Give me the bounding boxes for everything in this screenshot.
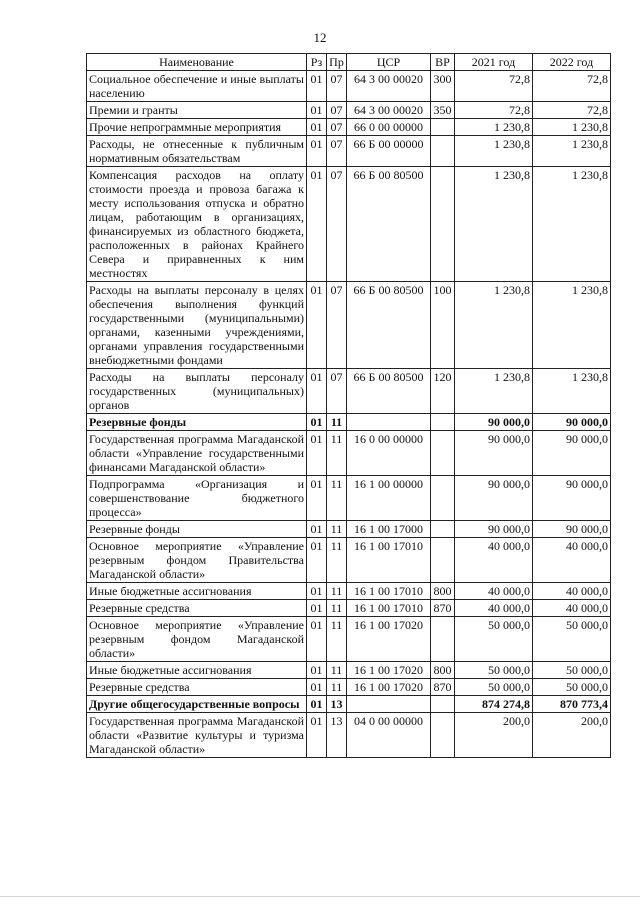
cell-vr [431,167,455,282]
cell-pr: 11 [327,476,347,521]
cell-2022: 200,0 [533,713,611,758]
cell-rz: 01 [307,617,327,662]
cell-csr: 16 1 00 17020 [347,679,431,696]
cell-vr [431,538,455,583]
table-row [87,662,611,679]
page-number: 12 [313,30,327,45]
table-row [87,282,611,369]
cell-vr [431,521,455,538]
cell-2021: 90 000,0 [455,476,533,521]
cell-name: Основное мероприятие «Управление резервным фондом Магаданской области» [87,617,307,662]
cell-name: Социальное обеспечение и иные выплаты населению [87,71,307,102]
cell-rz: 01 [307,696,327,713]
cell-rz: 01 [307,167,327,282]
cell-2021: 1 230,8 [455,282,533,369]
header-vr: ВР [431,54,455,71]
cell-rz: 01 [307,662,327,679]
cell-csr: 66 Б 00 00000 [347,136,431,167]
cell-rz: 01 [307,476,327,521]
cell-csr: 66 0 00 00000 [347,119,431,136]
table-row [87,696,611,713]
cell-rz: 01 [307,538,327,583]
cell-name: Государственная программа Магаданской области «Управление государственными финансами Магаданской области» [87,431,307,476]
cell-2021: 50 000,0 [455,679,533,696]
table-row [87,600,611,617]
cell-2022: 1 230,8 [533,282,611,369]
cell-pr: 11 [327,521,347,538]
cell-name: Резервные средства [87,679,307,696]
header-csr: ЦСР [347,54,431,71]
table-row [87,414,611,431]
cell-pr: 13 [327,713,347,758]
cell-name: Основное мероприятие «Управление резервным фондом Правительства Магаданской области» [87,538,307,583]
cell-csr: 66 Б 00 80500 [347,282,431,369]
cell-vr: 350 [431,102,455,119]
cell-vr: 800 [431,662,455,679]
cell-pr: 11 [327,617,347,662]
cell-2022: 1 230,8 [533,369,611,414]
cell-name: Компенсация расходов на оплату стоимости проезда и провоза багажа к месту использования отпуска и обратно лицам, работающим в организациях, финансируемых из областного бюджета, расположенных в районах Крайнего Севера и приравненных к ним местностях [87,167,307,282]
cell-csr: 04 0 00 00000 [347,713,431,758]
cell-2021: 90 000,0 [455,414,533,431]
table-row [87,679,611,696]
cell-name: Прочие непрограммные мероприятия [87,119,307,136]
cell-name: Премии и гранты [87,102,307,119]
table-row [87,136,611,167]
cell-vr: 870 [431,679,455,696]
cell-2021: 40 000,0 [455,538,533,583]
scan-edge-line [0,896,640,897]
cell-pr: 07 [327,136,347,167]
table-row [87,713,611,758]
cell-pr: 11 [327,679,347,696]
cell-2021: 72,8 [455,102,533,119]
cell-name: Государственная программа Магаданской области «Развитие культуры и туризма Магаданской области» [87,713,307,758]
cell-2021: 1 230,8 [455,136,533,167]
cell-2022: 90 000,0 [533,414,611,431]
cell-2022: 50 000,0 [533,679,611,696]
cell-rz: 01 [307,102,327,119]
cell-rz: 01 [307,119,327,136]
cell-name: Расходы на выплаты персоналу государственных (муниципальных) органов [87,369,307,414]
table-row [87,167,611,282]
cell-rz: 01 [307,414,327,431]
cell-rz: 01 [307,136,327,167]
cell-2021: 200,0 [455,713,533,758]
table-row [87,476,611,521]
cell-2022: 50 000,0 [533,662,611,679]
cell-2021: 1 230,8 [455,369,533,414]
cell-name: Другие общегосударственные вопросы [87,696,307,713]
cell-rz: 01 [307,600,327,617]
cell-2022: 72,8 [533,102,611,119]
cell-vr: 300 [431,71,455,102]
cell-rz: 01 [307,521,327,538]
cell-2021: 40 000,0 [455,583,533,600]
cell-pr: 07 [327,282,347,369]
cell-csr [347,696,431,713]
cell-vr: 100 [431,282,455,369]
cell-csr: 64 3 00 00020 [347,71,431,102]
cell-2022: 40 000,0 [533,600,611,617]
cell-csr: 16 0 00 00000 [347,431,431,476]
cell-name: Резервные средства [87,600,307,617]
table-row [87,521,611,538]
cell-2022: 1 230,8 [533,167,611,282]
cell-vr [431,696,455,713]
cell-csr: 16 1 00 17010 [347,538,431,583]
table-header-row [87,54,611,71]
cell-rz: 01 [307,679,327,696]
table-row [87,538,611,583]
cell-2022: 72,8 [533,71,611,102]
table-row [87,431,611,476]
cell-rz: 01 [307,369,327,414]
cell-name: Иные бюджетные ассигнования [87,583,307,600]
cell-2022: 870 773,4 [533,696,611,713]
cell-csr: 16 1 00 17020 [347,617,431,662]
cell-vr [431,713,455,758]
table-row [87,617,611,662]
cell-pr: 11 [327,538,347,583]
cell-vr [431,136,455,167]
cell-csr: 64 3 00 00020 [347,102,431,119]
cell-pr: 07 [327,167,347,282]
cell-vr: 800 [431,583,455,600]
cell-2021: 874 274,8 [455,696,533,713]
header-2022: 2022 год [533,54,611,71]
cell-vr [431,431,455,476]
cell-name: Расходы на выплаты персоналу в целях обеспечения выполнения функций государственными (муниципальными) органами, казенными учреждениями, органами управления государственными внебюджетными фондами [87,282,307,369]
cell-2021: 50 000,0 [455,617,533,662]
cell-vr [431,119,455,136]
table-row [87,369,611,414]
cell-2021: 1 230,8 [455,119,533,136]
cell-name: Резервные фонды [87,521,307,538]
header-pr: Пр [327,54,347,71]
cell-csr: 16 1 00 00000 [347,476,431,521]
cell-2021: 72,8 [455,71,533,102]
cell-name: Иные бюджетные ассигнования [87,662,307,679]
table-body [87,71,611,758]
cell-csr: 16 1 00 17020 [347,662,431,679]
cell-csr: 66 Б 00 80500 [347,167,431,282]
cell-csr: 16 1 00 17010 [347,600,431,617]
cell-2022: 40 000,0 [533,538,611,583]
cell-pr: 11 [327,662,347,679]
budget-table [86,53,611,758]
cell-pr: 11 [327,414,347,431]
table-row [87,583,611,600]
cell-pr: 07 [327,119,347,136]
cell-2021: 50 000,0 [455,662,533,679]
cell-pr: 07 [327,71,347,102]
cell-2022: 50 000,0 [533,617,611,662]
cell-csr [347,414,431,431]
cell-rz: 01 [307,71,327,102]
cell-2022: 90 000,0 [533,521,611,538]
cell-rz: 01 [307,583,327,600]
cell-vr [431,617,455,662]
cell-vr: 870 [431,600,455,617]
cell-pr: 07 [327,102,347,119]
cell-name: Резервные фонды [87,414,307,431]
cell-2022: 1 230,8 [533,136,611,167]
cell-vr [431,476,455,521]
cell-pr: 13 [327,696,347,713]
cell-vr [431,414,455,431]
cell-2021: 1 230,8 [455,167,533,282]
cell-vr: 120 [431,369,455,414]
table-row [87,119,611,136]
cell-rz: 01 [307,431,327,476]
cell-name: Подпрограмма «Организация и совершенствование бюджетного процесса» [87,476,307,521]
cell-csr: 66 Б 00 80500 [347,369,431,414]
cell-csr: 16 1 00 17000 [347,521,431,538]
cell-rz: 01 [307,713,327,758]
cell-rz: 01 [307,282,327,369]
cell-pr: 11 [327,600,347,617]
header-rz: Рз [307,54,327,71]
cell-2021: 90 000,0 [455,431,533,476]
cell-2022: 40 000,0 [533,583,611,600]
cell-pr: 07 [327,369,347,414]
header-2021: 2021 год [455,54,533,71]
cell-name: Расходы, не отнесенные к публичным нормативным обязательствам [87,136,307,167]
cell-pr: 11 [327,583,347,600]
cell-2021: 90 000,0 [455,521,533,538]
cell-pr: 11 [327,431,347,476]
cell-2022: 90 000,0 [533,476,611,521]
table-row [87,71,611,102]
cell-2022: 90 000,0 [533,431,611,476]
cell-csr: 16 1 00 17010 [347,583,431,600]
cell-2022: 1 230,8 [533,119,611,136]
table-row [87,102,611,119]
cell-2021: 40 000,0 [455,600,533,617]
header-name: Наименование [87,54,307,71]
